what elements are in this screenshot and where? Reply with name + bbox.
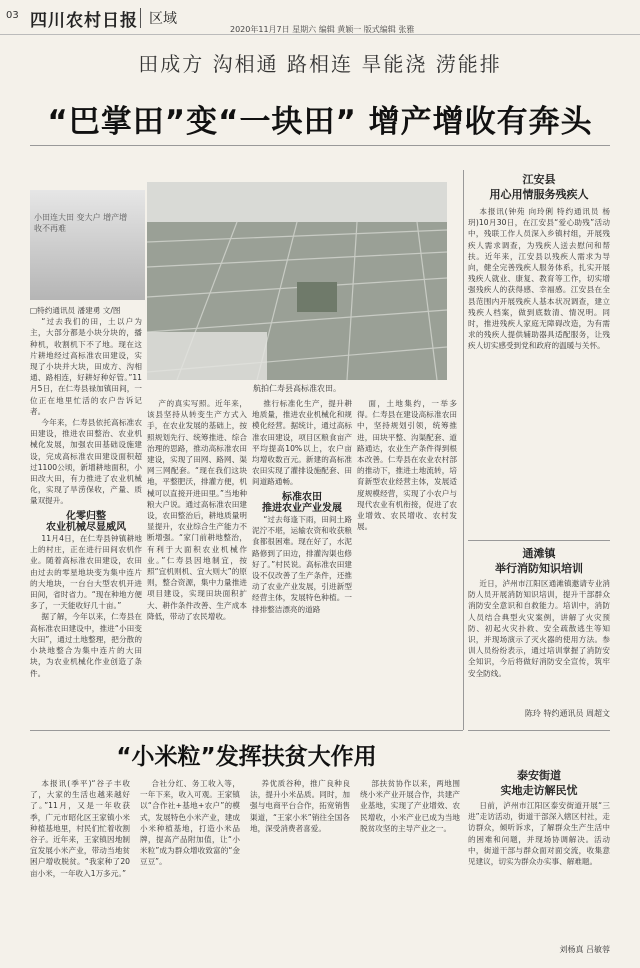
dateline: 2020年11月7日 星期六 编辑 黄颖一 版式编辑 张雅 xyxy=(230,25,415,34)
byline: □特约通讯员 潘建勇 文/图 xyxy=(30,306,121,315)
side-title-line: 举行消防知识培训 xyxy=(495,562,583,575)
paragraph: 近日，泸州市江阳区通滩镇邀请专业消防人员开展消防知识培训，提升干部群众消防安全意识和自救能力。培训中，消防人员结合典型火灾案例，讲解了火灾预防、初起火灾扑救、安全疏散逃生等知识，并现场演示了灭火器的使用方法。参训人员纷纷表示，通过培训掌握了消防安全知识，今后将做好消防安全宣传，筑牢安全防线。 xyxy=(468,579,610,678)
paragraph: 养优质谷种，推广良种良法，提升小米品质。同时，加强与电商平台合作，拓宽销售渠道，“王家小米”销往全国各地，深受消费者喜爱。 xyxy=(250,779,350,833)
second-headline: “小米粒”发挥扶贫大作用 xyxy=(116,744,377,770)
paragraph: 据了解，今年以来，仁寿县在高标准农田建设中，推进“小田变大田”，通过土地整理，把分散的小块地整合为集中连片的大田块，为农业机械化作业创造了条件。 xyxy=(30,612,142,678)
side-story-2-signature: 陈玲 特约通讯员 周超文 xyxy=(524,709,610,718)
divider xyxy=(468,540,610,541)
main-col-3 xyxy=(252,398,352,720)
side-story-3-title xyxy=(468,768,610,798)
inset-image xyxy=(30,190,145,300)
aerial-farmland-photo xyxy=(147,182,447,380)
main-headline: “巴掌田”变“一块田” 增产增收有奔头 xyxy=(47,104,593,140)
paragraph: 部扶贫协作以来，两地围绕小米产业开展合作，共建产业基地，实现了产业增效、农民增收，小米产业已成为当地脱贫攻坚的主导产业之一。 xyxy=(360,779,460,833)
side-title-line: 实地走访解民忧 xyxy=(500,784,578,797)
paragraph: 11月4日，在仁寿县钟镇耕地上的村庄，正在进行田间农机作业。随着高标准农田建设，农田由过去的零星地块变为集中连片的大地块，一台台大型农机开进田间，省时省力。“现在种地方便多了，一天能收好几十亩。” xyxy=(30,534,142,611)
paragraph: 推行标准化生产，提升耕地质量，推进农业机械化和规模化经营。据统计，通过高标准农田建设，项目区粮食亩产平均提高10%以上，农户亩均增收数百元。新建的高标准农田实现了灌排设施配套、田间道路通畅。 xyxy=(252,399,352,487)
main-subhead: 田成方 沟相通 路相连 旱能浇 涝能排 xyxy=(138,52,502,76)
second-col-1 xyxy=(30,778,130,958)
divider xyxy=(30,730,463,731)
paragraph: 合社分红、务工收入等，一年下来，收入可观。王家镇以“合作社+基地+农户”的模式，发展特色小米产业，建成小米种植基地，打造小米品牌，提高产品附加值，让“小米粒”成为群众增收致富的“金豆豆”。 xyxy=(140,779,240,867)
side-title-line: 江安县 xyxy=(522,173,556,186)
paragraph: 面，土地集约，一举多得。仁寿县在建设高标准农田中，坚持规划引领，统筹推进，田块平整、沟渠配套、道路通达，农业生产条件得到根本改善。仁寿县在农业农村部的推动下，推进土地流转，培育新型农业经营主体，发展适度规模经营，实现了小农户与现代农业有机衔接，促进了农业增效、农民增收、农村发展。 xyxy=(357,399,457,532)
side-story-3-body xyxy=(468,800,610,938)
paper-name: 四川农村日报 xyxy=(30,11,138,31)
side-story-2-body xyxy=(468,578,610,708)
column-divider xyxy=(463,170,464,730)
section-label: 区域 xyxy=(140,8,177,28)
paragraph: 日前，泸州市江阳区泰安街道开展“三进”走访活动，街道干部深入辖区村社，走访群众，倾听诉求，了解群众生产生活中的困难和问题，并现场协调解决。活动中，街道干部与群众面对面交流，收集意见建议，切实为群众办实事、解难题。 xyxy=(468,801,610,867)
divider xyxy=(30,145,610,146)
side-story-3-signature: 刘杨真 吕敏蓉 xyxy=(559,945,610,954)
subheading: 推进农业产业发展 xyxy=(262,502,342,514)
side-story-1-body xyxy=(468,206,610,536)
paragraph: “过去我们的田，土以户为主，大部分都是小块分块的，播种机，收割机下不了地。现在这片耕地经过高标准农田建设，实现了小块并大块，田成方、沟相通、路相连，好耕好种好管。”11月5日，在仁寿县禄加镇田间，一位正在地里忙活的农户告诉记者。 xyxy=(30,317,142,416)
subheading: 化零归整 xyxy=(66,510,106,522)
page-number: 03 xyxy=(6,10,19,21)
second-col-3 xyxy=(250,778,350,958)
subheading: 标准农田 xyxy=(282,491,322,503)
side-title-line: 用心用情服务残疾人 xyxy=(489,188,589,201)
main-col-2 xyxy=(147,398,247,720)
paragraph: 本报讯(季平)“谷子丰收了，大家的生活也越来越好了。”11月，又是一年收获季，广元市昭化区王家镇小米种植基地里，村民们忙着收割谷子。近年来，王家镇因地制宜发展小米产业，带动当地贫困户增收脱贫。“我家种了20亩小米，一年收入1万多元。” xyxy=(30,779,130,878)
side-title-line: 通滩镇 xyxy=(522,547,556,560)
second-col-4 xyxy=(360,778,460,958)
paragraph: 本报讯(钟苑 向玲俐 特约通讯员 杨玥)10月30日，在江安县“爱心助残”活动中，残联工作人员深入乡镇村组，开展残疾人需求调查，为残疾人送去慰问和帮扶。近年来，江安县以残疾人需求为导向，健全完善残疾人服务体系，扎实开展残疾人就业、康复、教育等工作，切实增强残疾人的获得感、幸福感。江安县在全县范围内开展残疾人基本状况调查，建立残疾人档案，做到底数清、情况明。同时，推进残疾人家庭无障碍改造，为有需求的残疾人提供辅助器具适配服务，让残疾人切实感受到党和政府的温暖与关怀。 xyxy=(468,207,610,351)
paragraph: 产的真实写照。近年来，该县坚持从转变生产方式入手，在农业发展的基础上，按照规划先行、统筹推进、综合治理的思路，推动高标准农田建设，实现了田网、路网、渠网三网配套。“现在我们这块地，平整肥沃，排灌方便，机械可以直接开进田里。”当地种粮大户说。通过高标准农田建设，农田整治后，耕地质量明显提升，农业综合生产能力不断增强。“家门前耕地整治，有利于大面积农业机械作业。”仁寿县因地制宜，按照“宜机则机、宜大则大”的原则，整合资源，集中力量推进项目建设，实现田块面积扩大、耕作条件改善、生产成本降低，带动了农民增收。 xyxy=(147,399,247,621)
main-col-4 xyxy=(357,398,457,720)
subheading: 农业机械尽显威风 xyxy=(46,521,126,533)
photo-graphic xyxy=(147,182,447,380)
second-col-2 xyxy=(140,778,240,958)
side-story-2-title xyxy=(468,546,610,576)
paragraph: “过去每逢下雨，田间土路泥泞不堪，运输农资和收获粮食都很困难。现在好了，水泥路修到了田边，排灌沟渠也修好了。”村民说。高标准农田建设不仅改善了生产条件，还推动了农业产业发展，引进新型经营主体，发展特色种植。一排排整洁漂亮的道路 xyxy=(252,515,352,614)
paragraph: 今年来，仁寿县依托高标准农田建设，推进农田整治、农业机械化发展，加强农田基础设施建设，完成高标准农田建设面积超过1100公顷，新增耕地面积，小田改大田，有力推进了农业机械化，实现了旱涝保收，产量、质量双提升。 xyxy=(30,418,142,506)
side-title-line: 泰安街道 xyxy=(517,769,561,782)
divider xyxy=(468,730,610,731)
side-story-1-title xyxy=(468,172,610,202)
main-col-1 xyxy=(30,305,142,720)
inset-text: 小田连大田 变大户 增产增收不再难 xyxy=(34,213,128,233)
photo-caption: 航拍仁寿县高标准农田。 xyxy=(253,384,341,393)
